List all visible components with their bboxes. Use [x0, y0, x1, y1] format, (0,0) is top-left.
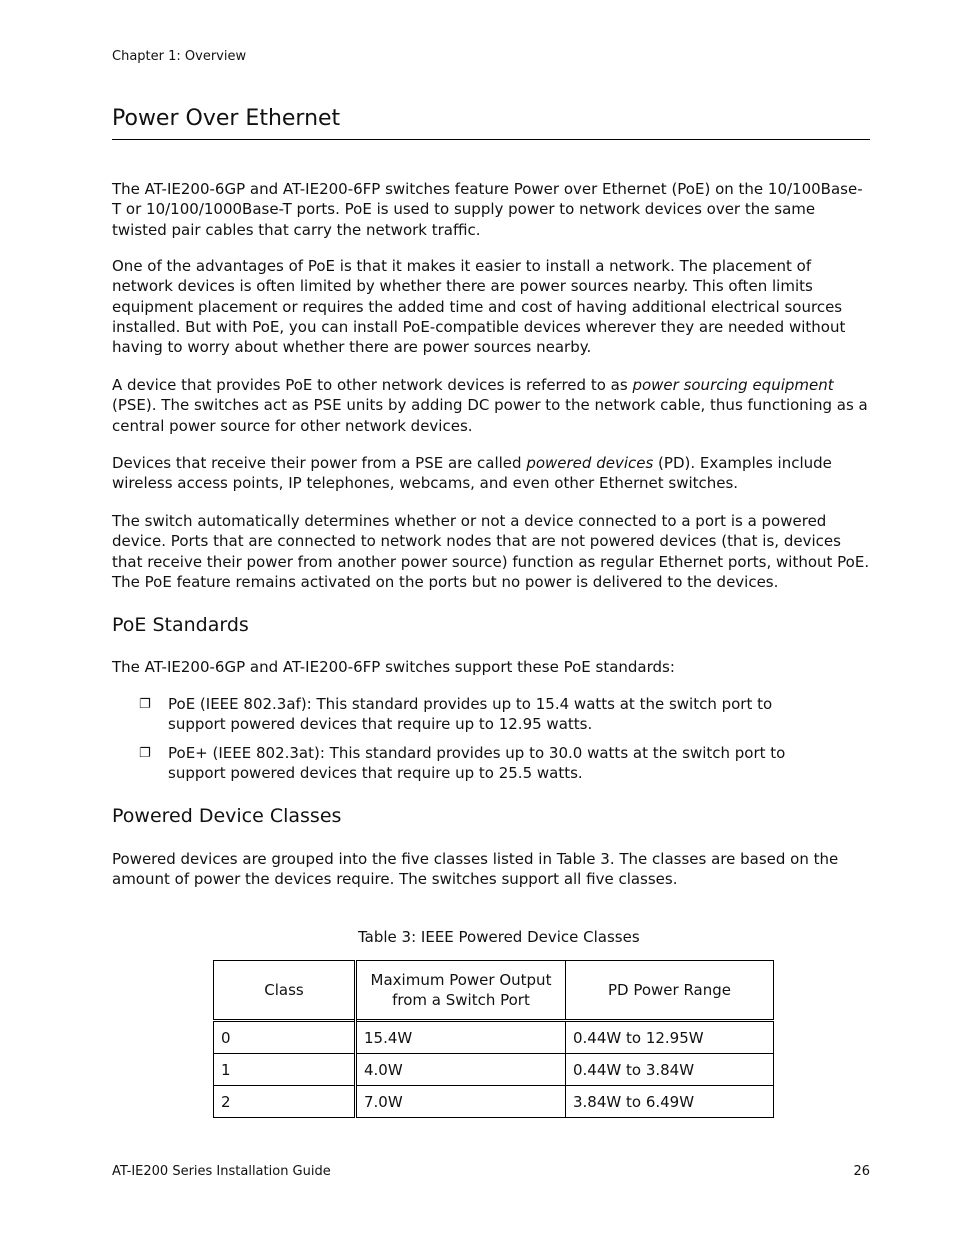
- cell-class: 2: [214, 1086, 356, 1118]
- pd-text-before: Devices that receive their power from a PSE are called: [112, 454, 527, 472]
- standards-list-item: PoE (IEEE 802.3af): This standard provides up to 15.4 watts at the switch port to support powered devices that require up to 12.95 watts.: [168, 695, 773, 734]
- table-row: [214, 1086, 774, 1118]
- cell-pd-range: 0.44W to 3.84W: [566, 1054, 774, 1086]
- footer-guide-title: AT-IE200 Series Installation Guide: [112, 1164, 331, 1179]
- classes-intro: Powered devices are grouped into the five classes listed in Table 3. The classes are based on the amount of power the devices require. The switches support all five classes.: [112, 850, 839, 889]
- column-header-class: Class: [214, 961, 356, 1021]
- section-title: Power Over Ethernet: [112, 106, 341, 131]
- checkbox-bullet-icon: ❐: [139, 746, 151, 761]
- pse-term: power sourcing equipment: [632, 376, 834, 394]
- table-row: [214, 1054, 774, 1086]
- cell-max-output: 7.0W: [356, 1086, 566, 1118]
- cell-class: 1: [214, 1054, 356, 1086]
- running-head: Chapter 1: Overview: [112, 49, 247, 64]
- pd-term: powered devices: [526, 454, 654, 472]
- classes-table: [213, 960, 774, 1118]
- pd-text-after: (PD). Examples include wireless access points, IP telephones, webcams, and even other Ethernet switches.: [112, 454, 832, 493]
- paragraph-advantages: One of the advantages of PoE is that it makes it easier to install a network. The placement of network devices is often limited by whether there are power sources nearby. This often limits equipment placement or requires the added time and cost of having additional electrical sources installed. But with PoE, you can install PoE-compatible devices wherever they are needed without having to worry about whether there are power sources nearby.: [112, 257, 846, 357]
- pse-text-after: (PSE). The switches act as PSE units by adding DC power to the network cable, thus functioning as a central power source for other network devices.: [112, 396, 868, 435]
- standards-heading: PoE Standards: [112, 614, 249, 636]
- table-row: [214, 1021, 774, 1054]
- checkbox-bullet-icon: ❐: [139, 697, 151, 712]
- cell-class: 0: [214, 1021, 356, 1054]
- paragraph-detection: The switch automatically determines whether or not a device connected to a port is a powered device. Ports that are connected to network nodes that are not powered devices (that is, devices that receive their power from another power source) function as regular Ethernet ports, without PoE. The PoE feature remains activated on the ports but no power is delivered to the devices.: [112, 512, 870, 591]
- cell-max-output: 15.4W: [356, 1021, 566, 1054]
- paragraph-intro: The AT-IE200-6GP and AT-IE200-6FP switches feature Power over Ethernet (PoE) on the 10/100Base-T or 10/100/1000Base-T ports. PoE is used to supply power to network devices over the same twisted pair cables that carry the network traffic.: [112, 180, 863, 239]
- paragraph-pd: [112, 453, 870, 494]
- paragraph-pse: [112, 375, 870, 436]
- standards-intro: The AT-IE200-6GP and AT-IE200-6FP switches support these PoE standards:: [112, 658, 675, 676]
- pse-text-before: A device that provides PoE to other network devices is referred to as: [112, 376, 633, 394]
- title-rule: [112, 139, 870, 140]
- page-number: 26: [853, 1164, 870, 1179]
- standards-list-item: PoE+ (IEEE 802.3at): This standard provides up to 30.0 watts at the switch port to support powered devices that require up to 25.5 watts.: [168, 744, 786, 783]
- table-caption: Table 3: IEEE Powered Device Classes: [358, 928, 640, 946]
- table-header-row: [214, 961, 774, 1021]
- column-header-max-output: Maximum Power Output from a Switch Port: [356, 961, 566, 1021]
- cell-max-output: 4.0W: [356, 1054, 566, 1086]
- cell-pd-range: 3.84W to 6.49W: [566, 1086, 774, 1118]
- cell-pd-range: 0.44W to 12.95W: [566, 1021, 774, 1054]
- column-header-pd-range: PD Power Range: [566, 961, 774, 1021]
- classes-heading: Powered Device Classes: [112, 805, 342, 827]
